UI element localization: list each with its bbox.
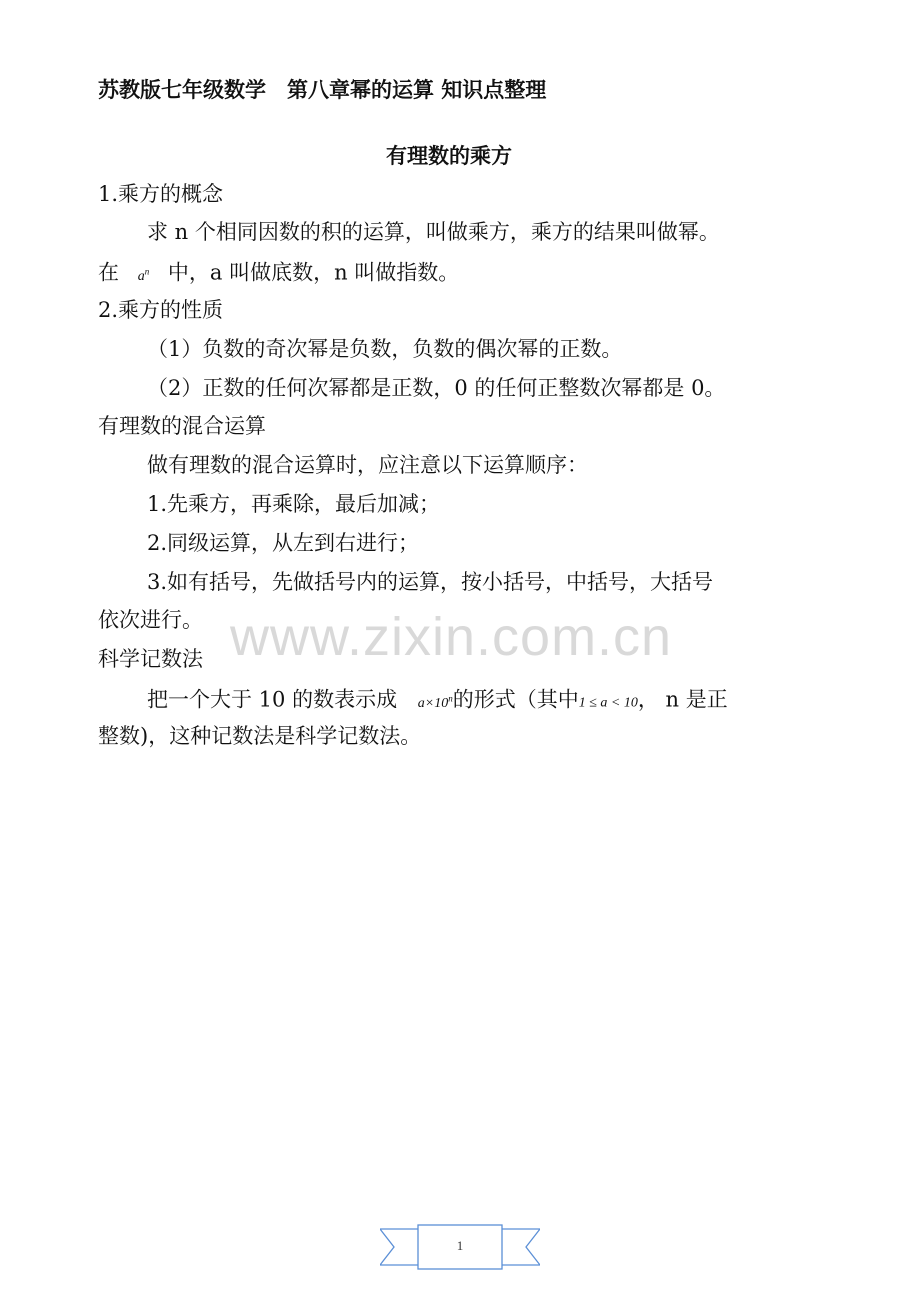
math-exponent: n xyxy=(448,693,453,703)
text-fragment: 的形式（其中 xyxy=(452,687,579,712)
text-fragment: ， n 是正 xyxy=(637,687,728,712)
paragraph-line xyxy=(98,257,459,291)
math-base: a xyxy=(137,268,145,284)
page-number: 1 xyxy=(456,1238,464,1253)
paragraph-line: 做有理数的混合运算时，应注意以下运算顺序： xyxy=(147,453,588,477)
paragraph-line: 整数)，这种记数法是科学记数法。 xyxy=(98,724,422,748)
math-expression xyxy=(417,693,453,711)
subsection-heading: 2.乘方的性质 xyxy=(98,298,224,322)
text-fragment: 把一个大于 10 的数表示成 xyxy=(147,687,398,712)
text-fragment: 中，a 叫做底数，n 叫做指数。 xyxy=(167,260,460,285)
paragraph-line xyxy=(147,684,728,718)
list-item: 2.同级运算，从左到右进行； xyxy=(147,531,420,555)
list-item: 3.如有括号，先做括号内的运算，按小括号，中括号，大括号 xyxy=(147,570,714,594)
paragraph-line: 求 n 个相同因数的积的运算，叫做乘方，乘方的结果叫做幂。 xyxy=(147,220,720,244)
list-item: （1）负数的奇次幂是负数，负数的偶次幂的正数。 xyxy=(147,337,623,361)
text-fragment: 在 xyxy=(98,260,119,285)
subsection-heading: 科学记数法 xyxy=(98,647,203,671)
math-expression xyxy=(137,266,150,284)
math-inequality: 1 ≤ a < 10 xyxy=(578,695,638,711)
subsection-heading: 有理数的混合运算 xyxy=(98,414,266,438)
watermark: www.zixin.com.cn xyxy=(230,607,673,667)
list-item-continuation: 依次进行。 xyxy=(98,608,203,632)
document-title: 苏教版七年级数学 第八章幂的运算 知识点整理 xyxy=(98,77,547,102)
math-term: a×10 xyxy=(417,695,449,711)
list-item: 1.先乘方，再乘除，最后加减； xyxy=(147,492,441,516)
page-footer xyxy=(380,1224,540,1270)
list-item: （2）正数的任何次幂都是正数，0 的任何正整数次幂都是 0。 xyxy=(147,376,726,400)
subsection-heading: 1.乘方的概念 xyxy=(98,182,224,206)
section-heading: 有理数的乘方 xyxy=(386,143,512,168)
math-exponent: n xyxy=(144,266,150,276)
